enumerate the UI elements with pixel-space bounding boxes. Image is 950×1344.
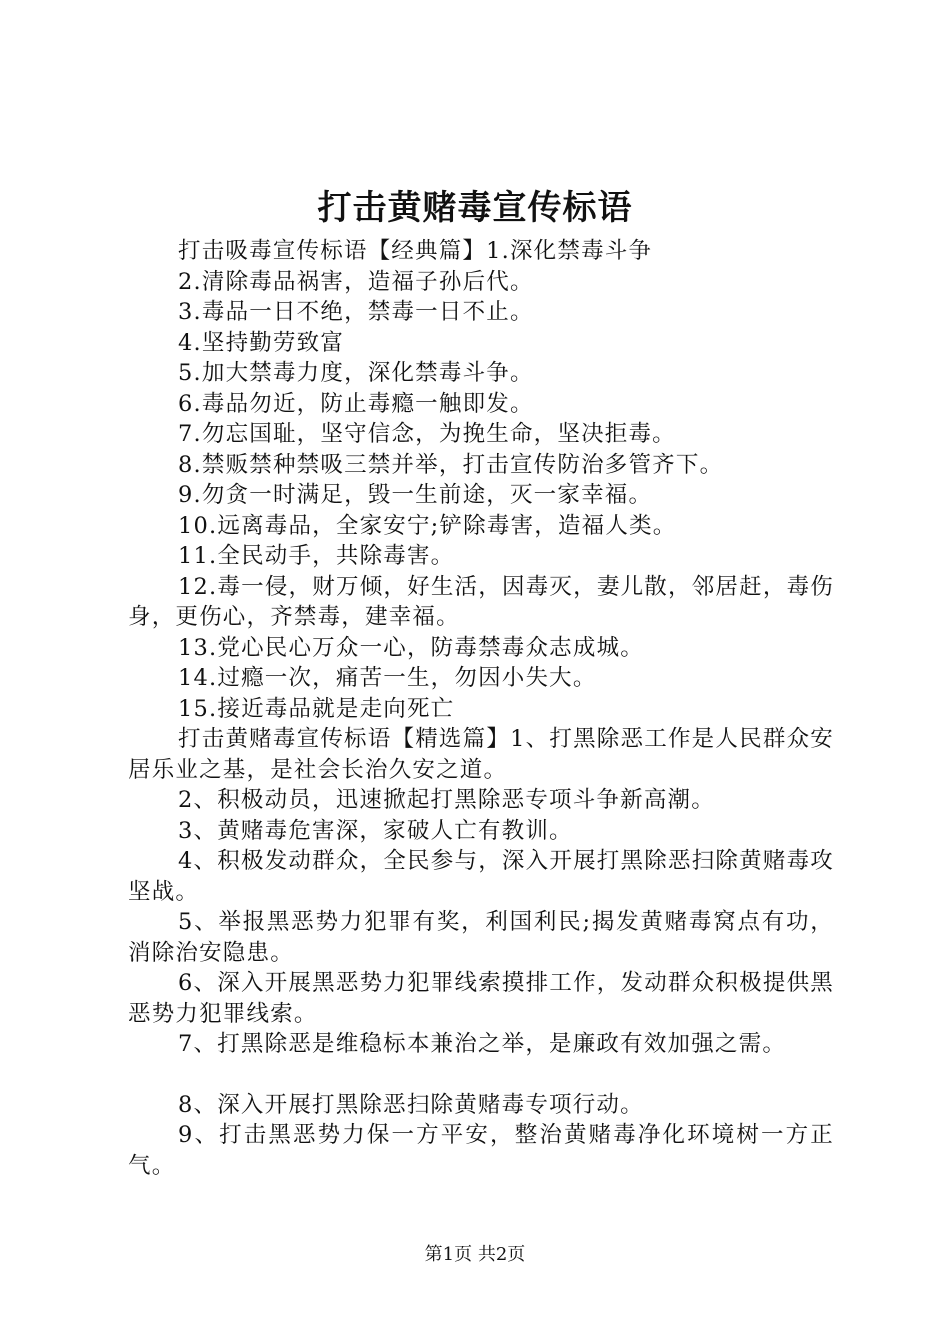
- paragraph: 7.勿忘国耻，坚守信念，为挽生命，坚决拒毒。: [178, 421, 676, 447]
- paragraph: 2.清除毒品祸害，造福子孙后代。: [178, 268, 534, 295]
- paragraph: 12.毒一侵，财万倾，好生活，因毒灭，妻儿散，邻居赶，毒伤身，更伤心，齐禁毒，建幸福。: [128, 573, 834, 630]
- paragraph: 4、积极发动群众，全民参与，深入开展打黑除恶扫除黄赌毒攻坚战。: [128, 848, 834, 905]
- paragraph: 13.党心民心万众一心，防毒禁毒众志成城。: [178, 634, 644, 661]
- paragraph: 5、举报黑恶势力犯罪有奖，利国利民;揭发黄赌毒窝点有功，消除治安隐患。: [128, 909, 834, 966]
- paragraph: 11.全民动手，共除毒害。: [178, 543, 455, 569]
- paragraph: 7、打黑除恶是维稳标本兼治之举，是廉政有效加强之需。: [178, 1031, 787, 1057]
- paragraph: 打击黄赌毒宣传标语【精选篇】1、打黑除恶工作是人民群众安居乐业之基，是社会长治久安之道。: [128, 726, 834, 783]
- paragraph: 9.勿贪一时满足，毁一生前途，灭一家幸福。: [178, 482, 653, 508]
- page-footer: 第1页 共2页: [424, 1244, 526, 1265]
- paragraph: 10.远离毒品，全家安宁;铲除毒害，造福人类。: [178, 512, 677, 539]
- paragraph: 15.接近毒品就是走向死亡: [178, 695, 455, 722]
- paragraph: 3.毒品一日不绝，禁毒一日不止。: [178, 299, 534, 325]
- paragraph: 4.坚持勤劳致富: [178, 329, 345, 356]
- paragraph: 5.加大禁毒力度，深化禁毒斗争。: [178, 360, 534, 386]
- paragraph: 14.过瘾一次，痛苦一生，勿因小失大。: [178, 665, 597, 691]
- paragraph: 8.禁贩禁种禁吸三禁并举，打击宣传防治多管齐下。: [178, 451, 724, 478]
- document-title: 打击黄赌毒宣传标语: [317, 188, 633, 228]
- paragraph: 2、积极动员，迅速掀起打黑除恶专项斗争新高潮。: [178, 787, 715, 813]
- paragraph: 6、深入开展黑恶势力犯罪线索摸排工作，发动群众积极提供黑恶势力犯罪线索。: [128, 970, 834, 1027]
- paragraph: 9、打击黑恶势力保一方平安，整治黄赌毒净化环境树一方正气。: [128, 1122, 834, 1179]
- paragraph: 6.毒品勿近，防止毒瘾一触即发。: [178, 390, 534, 417]
- paragraph: 3、黄赌毒危害深，家破人亡有教训。: [178, 817, 573, 844]
- paragraph: 打击吸毒宣传标语【经典篇】1.深化禁毒斗争: [178, 238, 653, 264]
- document-body: [128, 236, 834, 1181]
- paragraph: 8、深入开展打黑除恶扫除黄赌毒专项行动。: [178, 1091, 644, 1118]
